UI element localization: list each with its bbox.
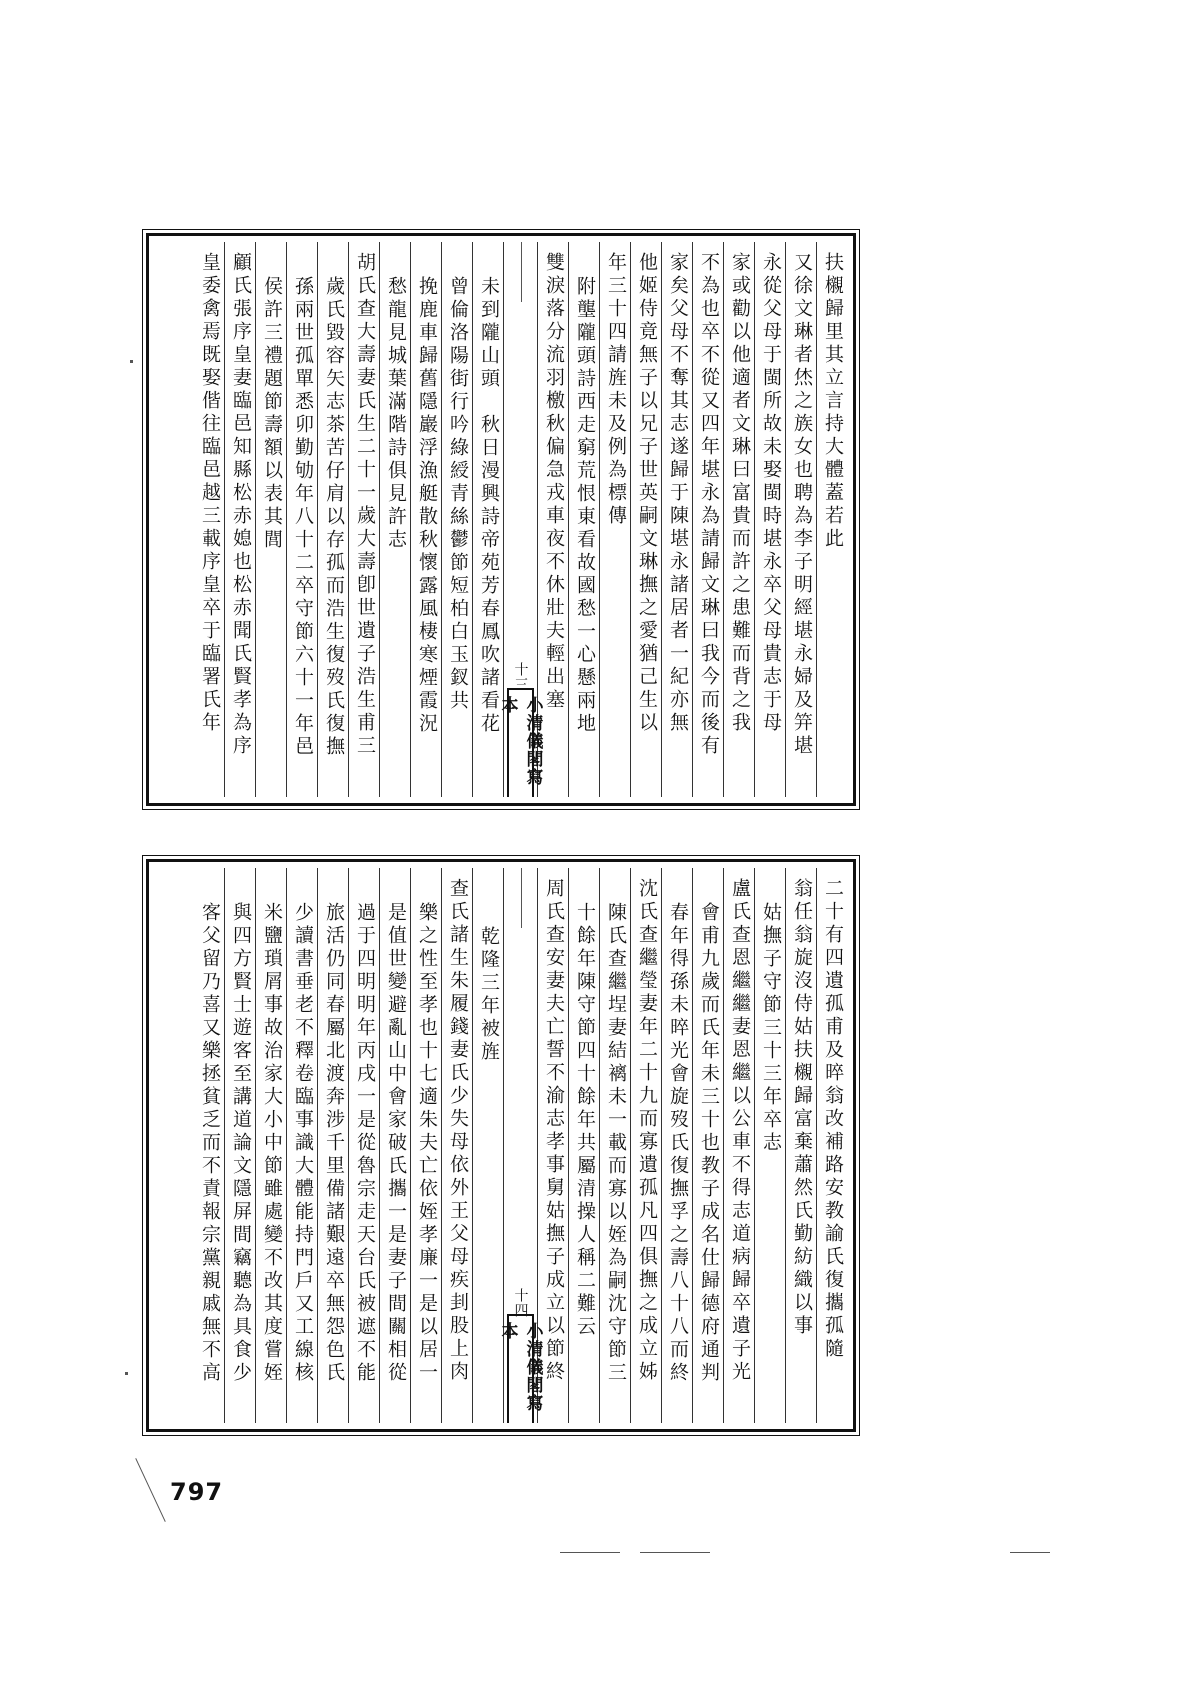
text-column: 皇委禽焉既娶偕往臨邑越三載序皇卒于臨署氏年	[199, 252, 221, 735]
text-column: 姑撫子守節三十三年卒志	[754, 868, 785, 1423]
text-column: 過于四明明年丙戌一是從魯宗走天台氏被遮不能	[348, 868, 379, 1423]
text-column: 孫兩世孤單悉卯勤劬年八十二卒守節六十一年邑	[286, 242, 317, 797]
text-column: 他姬侍竟無子以兄子世英嗣文琳撫之愛猶己生以	[630, 242, 661, 797]
text-column: 家或勸以他適者文琳曰富貴而許之患難而背之我	[723, 242, 754, 797]
text-column: 扶櫬歸里其立言持大體蓋若此	[816, 242, 847, 797]
text-column: 樂之性至孝也十七適朱夫亡依姪孝廉一是以居一	[410, 868, 441, 1423]
text-column: 二十有四遺孤甫及晬翁改補路安教諭氏復攜孤隨	[816, 868, 847, 1423]
text-column: 乾隆三年被旌	[472, 868, 503, 1423]
publisher-banner: 小清儀閣寫本	[507, 688, 534, 797]
scan-artifact	[135, 1458, 165, 1522]
top-page-panel	[146, 233, 856, 806]
text-column: 會甫九歲而氏年未三十也教子成名仕歸德府通判	[692, 868, 723, 1423]
text-column: 沈氏查繼瑩妻年二十九而寡遺孤凡四俱撫之成立姊	[630, 868, 661, 1423]
text-column: 愁龍見城葉滿階詩俱見許志	[379, 242, 410, 797]
page-number: 797	[170, 1478, 224, 1506]
text-column: 歲氏毀容矢志茶苦仔肩以存孤而浩生復歿氏復撫	[317, 242, 348, 797]
bottom-page-panel	[146, 859, 856, 1432]
folio-number: 十三	[512, 662, 529, 692]
text-column: 十餘年陳守節四十餘年共屬清操人稱二難云	[568, 868, 599, 1423]
text-column: 年三十四請旌未及例為標傳	[599, 242, 630, 797]
text-column: 是值世變避亂山中會家破氏攜一是妻子間關相從	[379, 868, 410, 1423]
text-column: 永從父母于閩所故未娶閩時堪永卒父母貴志于母	[754, 242, 785, 797]
fold-mark	[521, 868, 522, 928]
scan-artifact	[130, 360, 133, 363]
publisher-banner: 小清儀閣寫本	[507, 1314, 534, 1423]
text-column: 附壟隴頭詩西走窮荒恨東看故國愁一心懸兩地	[568, 242, 599, 797]
center-fold-gutter	[497, 868, 543, 1423]
center-fold-gutter	[497, 242, 543, 797]
scan-artifact	[640, 1552, 710, 1553]
text-column: 米鹽瑣屑事故治家大小中節雖處變不改其度嘗姪	[255, 868, 286, 1423]
text-column: 曾倫洛陽街行吟綠綬青絲鬱節短柏白玉釵共	[441, 242, 472, 797]
text-column: 家矣父母不奪其志遂歸于陳堪永諸居者一紀亦無	[661, 242, 692, 797]
text-column: 春年得孫未晬光會旋歿氏復撫孚之壽八十八而終	[661, 868, 692, 1423]
text-column: 雙淚落分流羽檄秋偏急戎車夜不休壯夫輕出塞	[537, 242, 568, 797]
text-column: 未到隴山頭 秋日漫興詩帝苑芳春鳳吹諸看花	[472, 242, 503, 797]
text-column: 顧氏張序皇妻臨邑知縣松赤媳也松赤聞氏賢孝為序	[224, 242, 255, 797]
text-column: 又徐文琳者烋之族女也聘為李子明經堪永婦及笄堪	[785, 242, 816, 797]
text-column: 盧氏查恩繼繼妻恩繼以公車不得志道病歸卒遺子光	[723, 868, 754, 1423]
text-column: 周氏查安妻夫亡誓不渝志孝事舅姑撫子成立以節終	[537, 868, 568, 1423]
text-column: 陳氏查繼埕妻結褵未一載而寡以姪為嗣沈守節三	[599, 868, 630, 1423]
text-column: 查氏諸生朱履錢妻氏少失母依外王父母疾刲股上肉	[441, 868, 472, 1423]
folio-number: 十四	[512, 1288, 529, 1318]
text-column: 翁任翁旋沒侍姑扶櫬歸富棄蕭然氏勤紡織以事	[785, 868, 816, 1423]
text-column: 與四方賢士遊客至講道論文隱屏間竊聽為具食少	[224, 868, 255, 1423]
scan-artifact	[125, 1372, 128, 1375]
text-column: 少讀書垂老不釋卷臨事識大體能持門戶又工線核	[286, 868, 317, 1423]
text-column: 挽鹿車歸舊隱巖浮漁艇散秋懷露風棲寒煙霞況	[410, 242, 441, 797]
text-column: 胡氏查大壽妻氏生二十一歲大壽卽世遺子浩生甫三	[348, 242, 379, 797]
fold-mark	[521, 242, 522, 302]
text-column: 不為也卒不從又四年堪永為請歸文琳曰我今而後有	[692, 242, 723, 797]
text-column: 客父留乃喜又樂拯貧乏而不責報宗黨親戚無不高	[199, 902, 221, 1385]
scan-artifact	[560, 1552, 620, 1553]
scan-artifact	[1010, 1552, 1050, 1553]
text-column: 旅活仍同春屬北渡奔涉千里備諸艱遠卒無怨色氏	[317, 868, 348, 1423]
text-column: 侯許三禮題節壽額以表其閭	[255, 242, 286, 797]
